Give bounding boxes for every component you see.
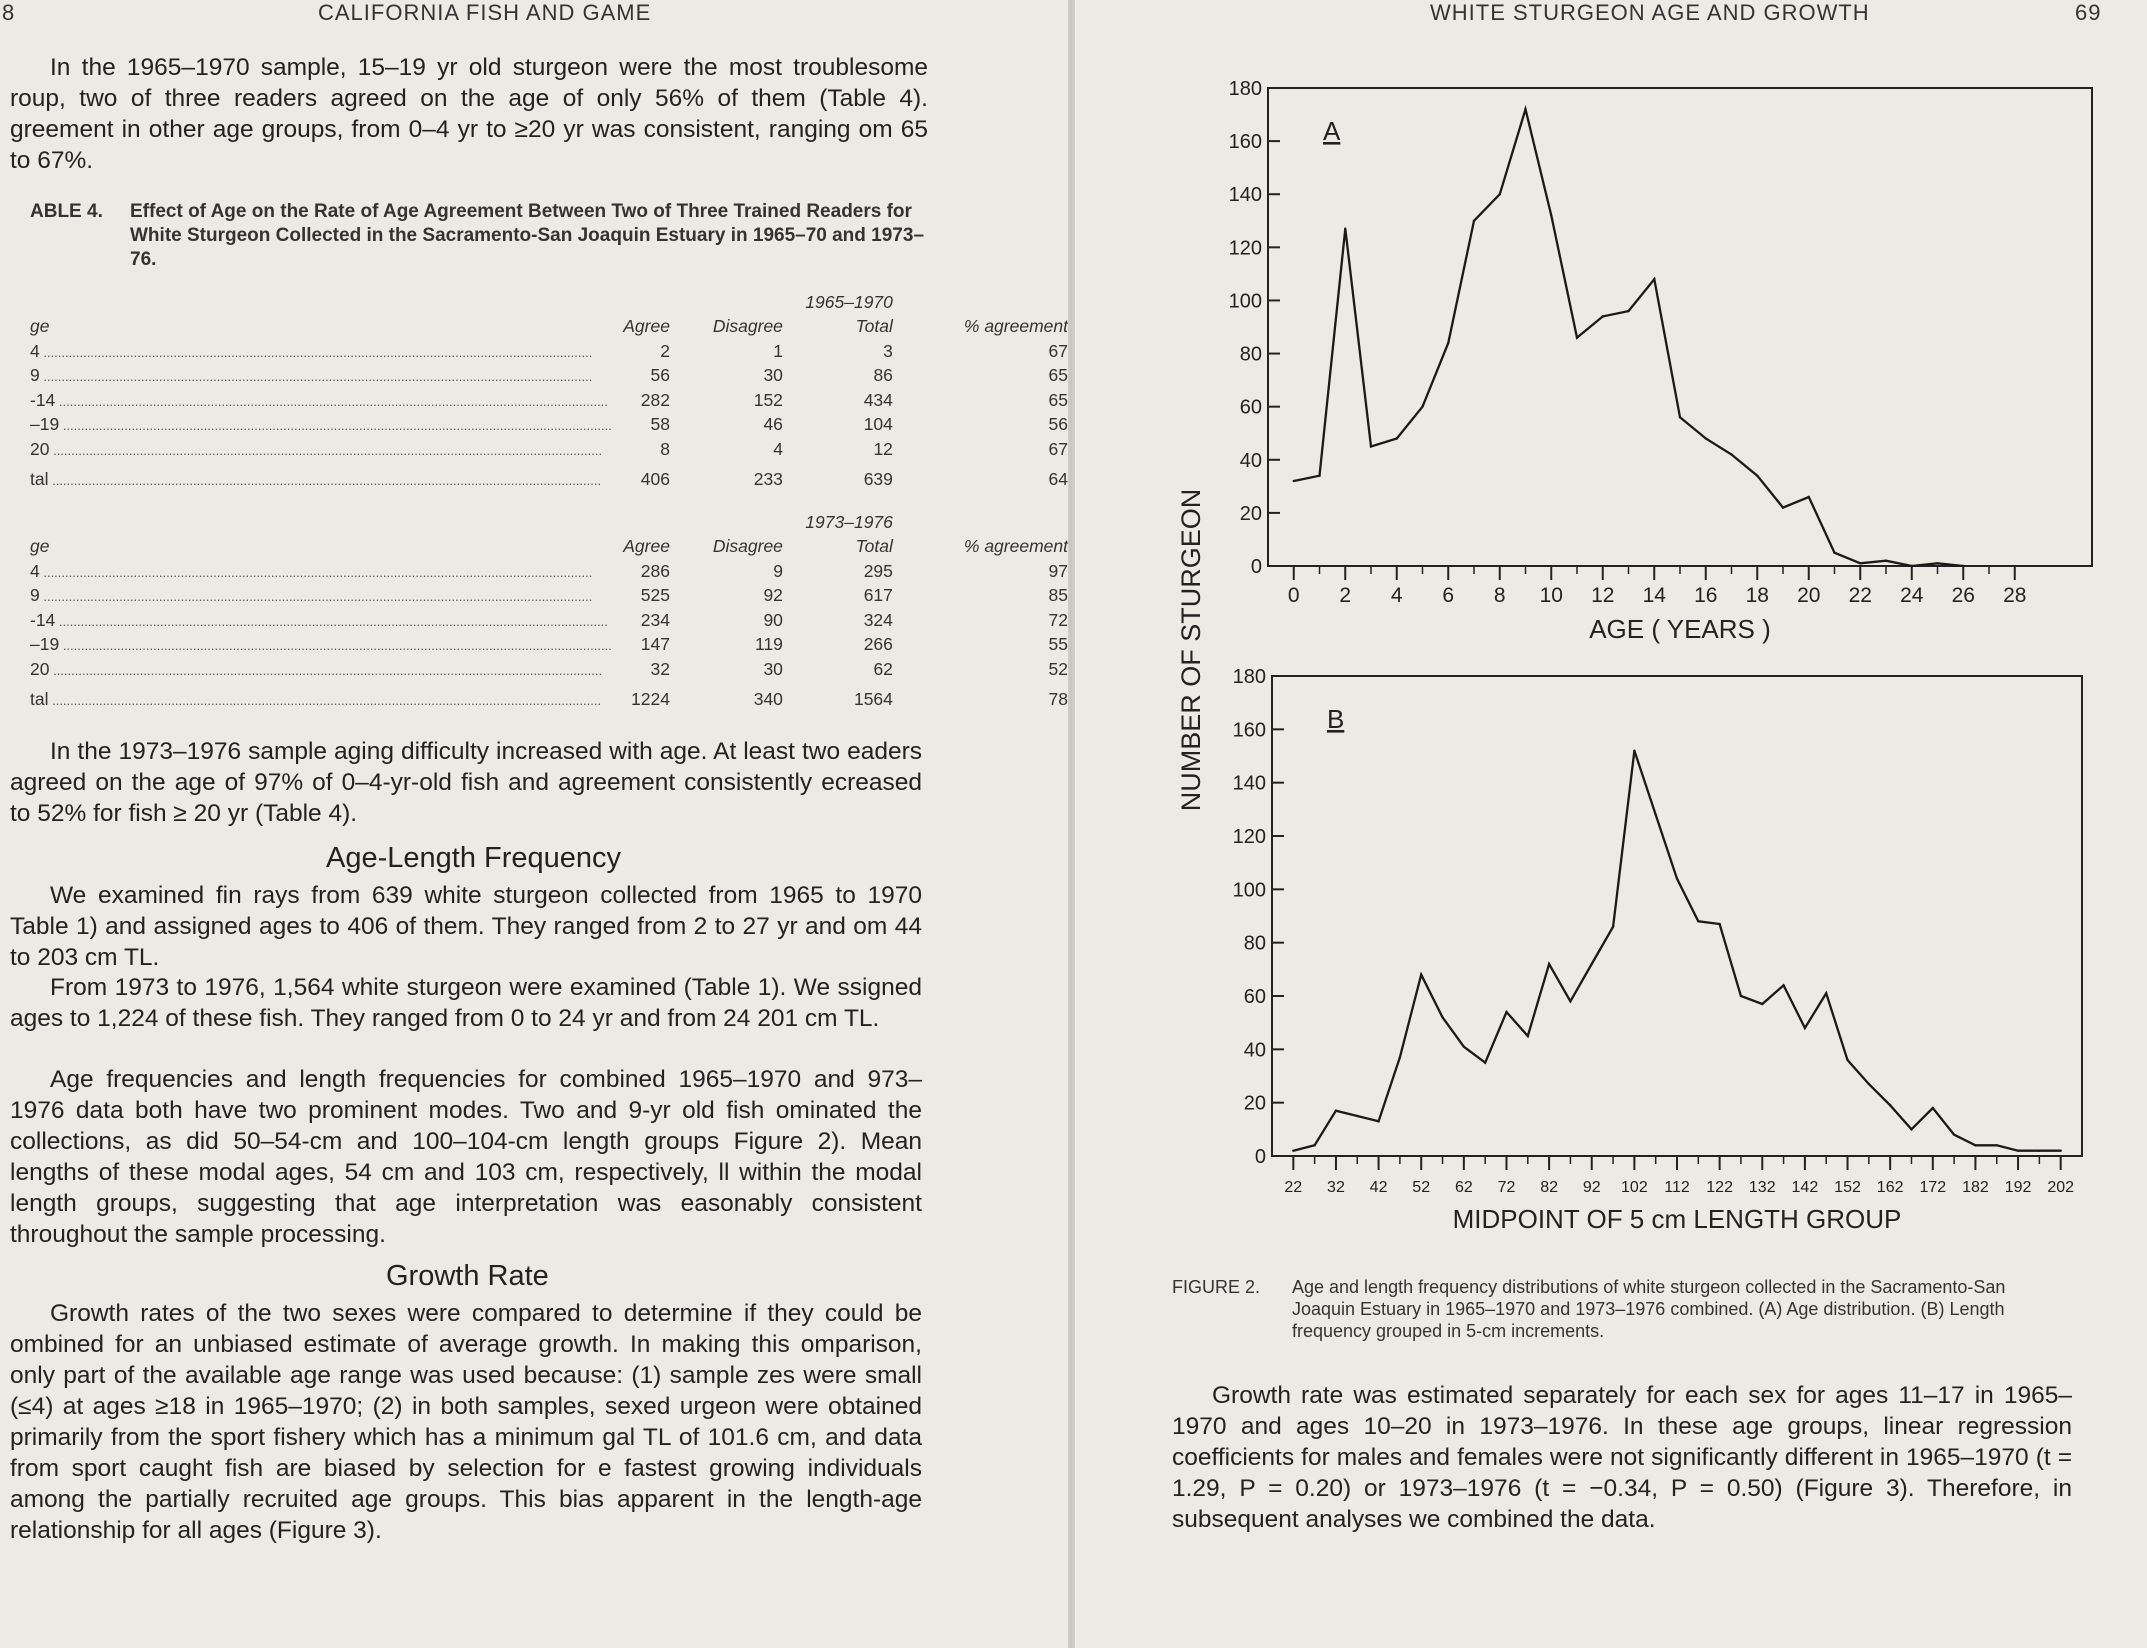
table-row <box>30 559 1068 584</box>
data-point <box>1804 1027 1806 1029</box>
value-cell: 525 <box>640 585 670 606</box>
value-cell: 617 <box>863 585 893 606</box>
value-cell: 62 <box>873 658 893 679</box>
data-point <box>1962 565 1964 567</box>
x-tick-label: 162 <box>1876 1179 1904 1196</box>
x-tick-label: 18 <box>1745 584 1769 607</box>
value-cell: 434 <box>863 389 893 410</box>
value-cell: 52 <box>1048 658 1068 679</box>
data-point <box>1335 1109 1337 1111</box>
paragraph-1: In the 1965–1970 sample, 15–19 yr old sturgeon were the most troublesome roup, two of three readers agreed on the age of only 56% of them (Table 4). greement in other age groups, from 0–4 yr to ≥20 yr was consistent, ranging om 65 to 67%. <box>10 54 928 174</box>
left-page <box>0 0 1068 1648</box>
x-tick-label: 12 <box>1591 584 1615 607</box>
value-cell: 56 <box>1048 414 1068 435</box>
right-running-head: WHITE STURGEON AGE AND GROWTH <box>1430 0 1870 25</box>
value-cell: 67 <box>1048 340 1068 361</box>
group-label-1965: 1965–1970 <box>805 291 893 312</box>
total-value-cell: 78 <box>1048 689 1068 710</box>
data-point <box>2059 1149 2061 1151</box>
series-line <box>1294 109 1964 566</box>
value-cell: 295 <box>863 560 893 581</box>
y-tick-label: 120 <box>1232 826 1266 848</box>
table-4-caption-text: Effect of Age on the Rate of Age Agreement Between Two of Three Trained Readers for White Sturgeon Collected in the Sacramento-San Joaquin Estuary in 1965–70 and 1973–76. <box>130 201 925 270</box>
data-point <box>1808 496 1810 498</box>
age-cell: -14 ..... <box>30 388 612 413</box>
data-point <box>1420 973 1422 975</box>
table-4-1965-1970 <box>30 290 1068 492</box>
value-cell: 55 <box>1048 634 1068 655</box>
y-tick-label: 80 <box>1239 343 1262 366</box>
data-point <box>1825 992 1827 994</box>
data-point <box>1740 995 1742 997</box>
col-age-2: ge <box>30 536 50 557</box>
age-cell: 4 ..... <box>30 559 612 584</box>
panel-label: B <box>1327 704 1345 734</box>
x-tick-label: 102 <box>1621 1179 1648 1196</box>
x-tick-label: 72 <box>1497 1179 1516 1196</box>
table-row <box>30 339 1068 364</box>
y-tick-label: 0 <box>1250 556 1262 578</box>
value-cell: 72 <box>1048 609 1068 630</box>
data-point <box>1974 1144 1976 1146</box>
col-total: Total <box>855 316 893 337</box>
figure-2 <box>1160 70 2100 1240</box>
value-cell: 9 <box>773 560 783 581</box>
x-tick-label: 62 <box>1454 1179 1473 1196</box>
value-cell: 30 <box>763 365 783 386</box>
paragraph-6: Growth rates of the two sexes were compared to determine if they could be ombined for an unbiased estimate of average growth. In making this omparison, only part of the available age range was used because: (1) sample zes were small (≤4) at ages ≥18 in 1965–1970; (2) in both samples, sexed urgeon were obtained primarily from the sport fishery which has a minimum gal TL of 101.6 cm, and data from sport caught fish are biased by selection for e fastest growing individuals among the partially recruited age groups. This bias apparent in the length-age relationship for all ages (Figure 3). <box>10 1300 922 1544</box>
col-pct-agreement: % agreement <box>963 316 1068 337</box>
value-cell: 119 <box>755 634 783 655</box>
table-row <box>30 413 1068 438</box>
x-tick-label: 132 <box>1748 1179 1776 1196</box>
group-label-1973: 1973–1976 <box>805 511 893 532</box>
data-point <box>1377 1120 1379 1122</box>
value-cell: 104 <box>863 414 893 435</box>
table-row <box>30 437 1068 462</box>
data-point <box>1399 1056 1401 1058</box>
data-point <box>1653 278 1655 280</box>
figure-2-label: FIGURE 2. <box>1172 1277 1261 1297</box>
value-cell: 30 <box>763 658 783 679</box>
x-tick-label: 192 <box>2004 1179 2032 1196</box>
data-point <box>1550 214 1552 216</box>
value-cell: 85 <box>1048 585 1068 606</box>
x-tick-label: 142 <box>1791 1179 1819 1196</box>
age-cell: 20 ..... <box>30 657 612 682</box>
heading-age-length-frequency: Age-Length Frequency <box>326 842 622 874</box>
data-point <box>1782 506 1784 508</box>
table-total-row <box>30 462 1068 493</box>
col-agree: Agree <box>623 316 670 337</box>
panel-b-length-frequency <box>1233 666 2082 1234</box>
y-tick-label: 40 <box>1239 449 1262 472</box>
value-cell: 92 <box>763 585 783 606</box>
value-cell: 152 <box>753 389 783 410</box>
total-value-cell: 340 <box>753 689 783 710</box>
data-point <box>1524 108 1526 110</box>
y-tick-label: 60 <box>1243 986 1266 1008</box>
age-cell: 9 ..... <box>30 364 612 389</box>
x-tick-label: 16 <box>1694 584 1718 607</box>
data-point <box>1885 559 1887 561</box>
y-tick-label: 100 <box>1232 879 1266 902</box>
figure-2-caption-text: Age and length frequency distributions of white sturgeon collected in the Sacramento-San Joaquin Estuary in 1965–1970 and 1973–1976 combined. (A) Age distribution. (B) Length frequency grouped in 5-cm increments. <box>1292 1277 2006 1341</box>
y-tick-label: 20 <box>1239 502 1262 525</box>
table-row <box>30 584 1068 609</box>
data-point <box>1344 228 1346 230</box>
plot-frame <box>1272 676 2082 1156</box>
value-cell: 65 <box>1048 389 1068 410</box>
data-point <box>1396 437 1398 439</box>
data-point <box>1633 749 1635 751</box>
value-cell: 286 <box>640 560 670 581</box>
shared-ylabel: NUMBER OF STURGEON <box>1176 488 1206 812</box>
total-value-cell: 233 <box>753 469 783 490</box>
value-cell: 12 <box>873 438 893 459</box>
data-point <box>1318 475 1320 477</box>
data-point <box>1761 1003 1763 1005</box>
data-point <box>2017 1149 2019 1151</box>
value-cell: 86 <box>873 365 893 386</box>
col-disagree: Disagree <box>712 316 783 337</box>
data-point <box>1421 405 1423 407</box>
value-cell: 56 <box>650 365 670 386</box>
y-tick-label: 180 <box>1232 666 1266 688</box>
figure-2-caption <box>1172 1276 2072 1342</box>
heading-growth-rate: Growth Rate <box>386 1260 549 1292</box>
table-row <box>30 388 1068 413</box>
table-4-label: ABLE 4. <box>30 201 103 222</box>
value-cell: 1 <box>773 340 783 361</box>
x-tick-label: 122 <box>1706 1179 1733 1196</box>
data-point <box>1756 475 1758 477</box>
value-cell: 8 <box>660 438 670 459</box>
data-point <box>1499 193 1501 195</box>
paragraph-growth-right: Growth rate was estimated separately for each sex for ages 11–17 in 1965–1970 and ages 10–20 in 1973–1976. In these age groups, linear regression coefficients for males and females were not significantly different in 1965–1970 (t = 1.29, P = 0.20) or 1973–1976 (t = −0.34, P = 0.50) (Figure 3). Therefore, in subsequent analyses we combined the data. <box>1172 1382 2072 1533</box>
table-row <box>30 633 1068 658</box>
x-tick-label: 152 <box>1834 1179 1861 1196</box>
total-value-cell: 1224 <box>631 689 670 710</box>
data-point <box>1548 963 1550 965</box>
data-point <box>1569 1000 1571 1002</box>
x-tick-label: 26 <box>1951 584 1975 607</box>
value-cell: 4 <box>773 438 783 459</box>
data-point <box>1910 1128 1912 1130</box>
data-point <box>1602 315 1604 317</box>
x-tick-label: 22 <box>1848 584 1872 607</box>
value-cell: 147 <box>640 634 670 655</box>
x-tick-label: 28 <box>2003 584 2027 607</box>
data-point <box>1576 336 1578 338</box>
data-point <box>1527 1035 1529 1037</box>
x-tick-label: 182 <box>1962 1179 1989 1196</box>
table-row <box>30 657 1068 682</box>
data-point <box>2038 1149 2040 1151</box>
total-value-cell: 1564 <box>853 689 893 710</box>
data-point <box>1889 1104 1891 1106</box>
y-tick-label: 160 <box>1228 131 1262 154</box>
col-age: ge <box>30 316 50 337</box>
data-point <box>1356 1115 1358 1117</box>
value-cell: 282 <box>640 389 670 410</box>
data-point <box>1505 1011 1507 1013</box>
x-tick-label: 4 <box>1390 584 1403 607</box>
data-point <box>1441 1016 1443 1018</box>
data-point <box>1679 416 1681 418</box>
total-value-cell: 64 <box>1048 469 1068 490</box>
total-label-cell: tal ..... <box>30 462 612 493</box>
data-point <box>1292 1149 1294 1151</box>
data-point <box>1718 923 1720 925</box>
y-tick-label: 120 <box>1228 237 1262 260</box>
table-4-caption <box>30 200 935 272</box>
panel-a-age-distribution <box>1229 78 2092 644</box>
paragraph-4: From 1973 to 1976, 1,564 white sturgeon were examined (Table 1). We ssigned ages to 1,224 of these fish. They ranged from 0 to 24 yr and from 24 201 cm TL. <box>10 974 922 1032</box>
value-cell: 97 <box>1048 560 1068 581</box>
value-cell: 67 <box>1048 438 1068 459</box>
x-tick-label: 82 <box>1540 1179 1559 1196</box>
paragraph-2: In the 1973–1976 sample aging difficulty increased with age. At least two eaders agreed on the age of 97% of 0–4-yr-old fish and agreement consistently ecreased to 52% for fish ≥ 20 yr (Table 4). <box>10 738 922 827</box>
age-cell: 20 ..... <box>30 437 612 462</box>
data-point <box>1370 445 1372 447</box>
y-tick-label: 180 <box>1228 78 1262 100</box>
x-tick-label: 32 <box>1327 1179 1345 1196</box>
data-point <box>1676 877 1678 879</box>
y-tick-label: 160 <box>1232 719 1266 742</box>
value-cell: 90 <box>763 609 783 630</box>
plot-frame <box>1268 88 2092 566</box>
y-tick-label: 100 <box>1228 290 1262 313</box>
age-cell: –19 ..... <box>30 633 612 658</box>
panel-label: A <box>1323 116 1341 146</box>
x-axis-label: AGE ( YEARS ) <box>1589 614 1771 644</box>
x-tick-label: 112 <box>1664 1179 1690 1196</box>
data-point <box>1484 1061 1486 1063</box>
value-cell: 3 <box>883 340 893 361</box>
x-tick-label: 92 <box>1582 1179 1601 1196</box>
left-page-number: 8 <box>2 0 16 25</box>
data-point <box>1846 1059 1848 1061</box>
data-point <box>1627 310 1629 312</box>
x-tick-label: 6 <box>1442 584 1455 607</box>
data-point <box>1591 963 1593 965</box>
total-value-cell: 639 <box>863 469 893 490</box>
y-tick-label: 80 <box>1243 932 1266 955</box>
age-cell: –19 ..... <box>30 413 612 438</box>
x-axis-label: MIDPOINT OF 5 cm LENGTH GROUP <box>1452 1204 1902 1234</box>
col-disagree-2: Disagree <box>712 536 783 557</box>
series-line <box>1293 751 2060 1151</box>
value-cell: 32 <box>650 658 670 679</box>
x-tick-label: 172 <box>1919 1179 1947 1196</box>
data-point <box>1463 1045 1465 1047</box>
data-point <box>1447 342 1449 344</box>
data-point <box>1293 480 1295 482</box>
total-label-cell: tal ..... <box>30 682 612 713</box>
data-point <box>1833 552 1835 554</box>
x-tick-label: 8 <box>1493 584 1506 607</box>
y-tick-label: 20 <box>1243 1092 1266 1115</box>
x-tick-label: 10 <box>1539 584 1563 607</box>
data-point <box>1911 565 1913 567</box>
col-agree-2: Agree <box>623 536 670 557</box>
table-4-1973-1976 <box>30 510 1068 712</box>
age-cell: 9 ..... <box>30 584 612 609</box>
age-cell: -14 ..... <box>30 608 612 633</box>
y-tick-label: 0 <box>1254 1146 1266 1168</box>
table-row <box>30 608 1068 633</box>
x-tick-label: 0 <box>1287 584 1300 607</box>
right-page-number: 69 <box>2075 0 2102 25</box>
data-point <box>1697 920 1699 922</box>
value-cell: 2 <box>660 340 670 361</box>
data-point <box>1730 453 1732 455</box>
x-tick-label: 52 <box>1412 1179 1431 1196</box>
value-cell: 234 <box>640 609 670 630</box>
age-cell: 4 ..... <box>30 339 612 364</box>
data-point <box>1782 984 1784 986</box>
col-pct-agreement-2: % agreement <box>963 536 1068 557</box>
total-value-cell: 406 <box>640 469 670 490</box>
data-point <box>1705 437 1707 439</box>
left-running-head: CALIFORNIA FISH AND GAME <box>318 0 652 25</box>
table-row <box>30 364 1068 389</box>
data-point <box>1654 813 1656 815</box>
data-point <box>1932 1107 1934 1109</box>
data-point <box>1996 1144 1998 1146</box>
x-tick-label: 2 <box>1339 584 1352 607</box>
col-total-2: Total <box>855 536 893 557</box>
paragraph-3: We examined fin rays from 639 white sturgeon collected from 1965 to 1970 Table 1) and assigned ages to 406 of them. They ranged from 2 to 27 yr and om 44 to 203 cm TL. <box>10 882 922 971</box>
data-point <box>1313 1144 1315 1146</box>
value-cell: 46 <box>763 414 783 435</box>
x-tick-label: 14 <box>1642 584 1666 607</box>
value-cell: 324 <box>863 609 893 630</box>
y-tick-label: 140 <box>1228 184 1262 207</box>
y-tick-label: 140 <box>1232 772 1266 795</box>
data-point <box>1868 1083 1870 1085</box>
data-point <box>1473 220 1475 222</box>
y-tick-label: 60 <box>1239 396 1262 419</box>
x-tick-label: 202 <box>2047 1179 2075 1196</box>
data-point <box>1859 562 1861 564</box>
paragraph-5: Age frequencies and length frequencies for combined 1965–1970 and 973–1976 data both have two prominent modes. Two and 9-yr old fish ominated the collections, as did 50–54-cm and 100–104-cm length groups Figure 2). Mean lengths of these modal ages, 54 cm and 103 cm, respectively, ll within the modal length groups, suggesting that age interpretation was easonably consistent throughout the sample processing. <box>10 1066 922 1248</box>
x-tick-label: 42 <box>1369 1179 1388 1196</box>
value-cell: 65 <box>1048 365 1068 386</box>
x-tick-label: 24 <box>1900 584 1924 607</box>
data-point <box>1953 1133 1955 1135</box>
data-point <box>1612 925 1614 927</box>
value-cell: 266 <box>863 634 893 655</box>
value-cell: 58 <box>650 414 670 435</box>
data-point <box>1936 562 1938 564</box>
table-total-row <box>30 682 1068 713</box>
x-tick-label: 20 <box>1797 584 1821 607</box>
x-tick-label: 22 <box>1284 1179 1303 1196</box>
y-tick-label: 40 <box>1243 1039 1266 1062</box>
